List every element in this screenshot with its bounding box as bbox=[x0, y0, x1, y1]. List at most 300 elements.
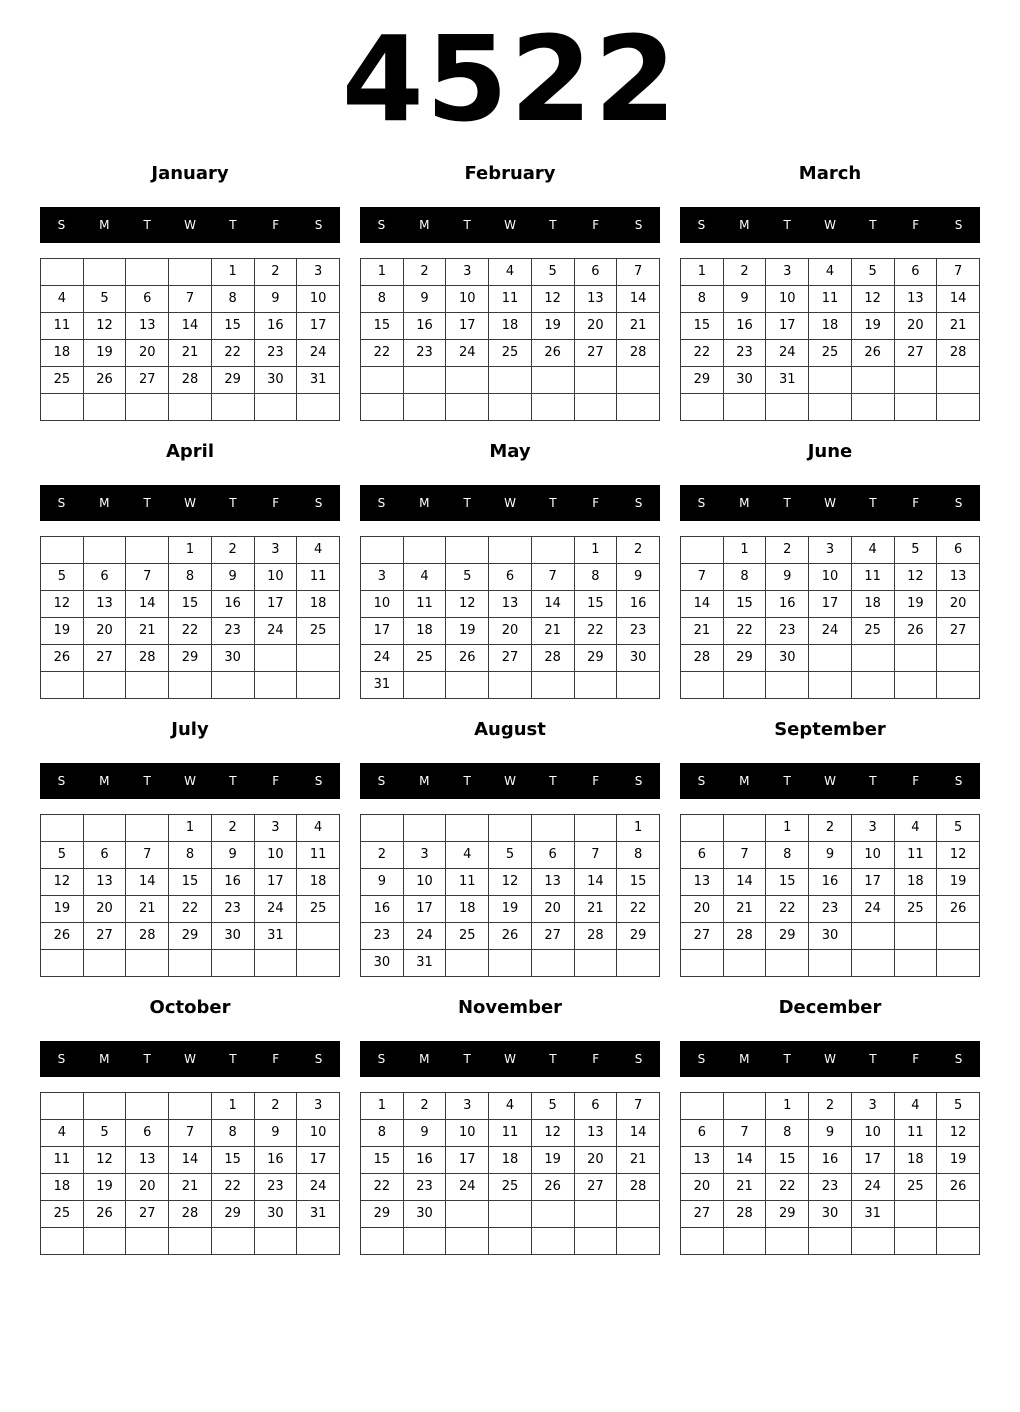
week-row bbox=[361, 869, 660, 896]
day-cell bbox=[766, 672, 809, 699]
day-cell: 24 bbox=[809, 618, 852, 645]
day-cell bbox=[254, 645, 297, 672]
day-cell: 3 bbox=[297, 1093, 340, 1120]
day-cell: 11 bbox=[297, 564, 340, 591]
weekday-label: S bbox=[634, 218, 643, 232]
day-cell: 9 bbox=[254, 1120, 297, 1147]
day-cell bbox=[361, 537, 404, 564]
weekday-label: T bbox=[549, 774, 557, 788]
weekday-label: S bbox=[634, 774, 643, 788]
month-name: February bbox=[464, 163, 556, 184]
weekday-label: S bbox=[57, 774, 66, 788]
week-row bbox=[681, 1228, 980, 1255]
weekday-label: T bbox=[463, 1052, 471, 1066]
day-cell: 25 bbox=[41, 367, 84, 394]
day-cell: 10 bbox=[446, 286, 489, 313]
day-cell: 1 bbox=[681, 259, 724, 286]
day-cell: 28 bbox=[937, 340, 980, 367]
day-cell: 26 bbox=[937, 1174, 980, 1201]
day-cell: 16 bbox=[211, 591, 254, 618]
weekday-label: F bbox=[272, 774, 280, 788]
weekday-header bbox=[680, 1041, 980, 1077]
day-cell: 1 bbox=[211, 1093, 254, 1120]
day-cell bbox=[126, 259, 169, 286]
day-cell bbox=[169, 672, 212, 699]
weekday-label: T bbox=[869, 218, 877, 232]
day-cell: 5 bbox=[41, 564, 84, 591]
day-cell: 29 bbox=[681, 367, 724, 394]
weekday-label: W bbox=[504, 774, 516, 788]
day-cell: 23 bbox=[809, 1174, 852, 1201]
day-cell: 13 bbox=[489, 591, 532, 618]
day-cell: 5 bbox=[41, 842, 84, 869]
day-cell: 22 bbox=[169, 896, 212, 923]
week-row bbox=[41, 591, 340, 618]
day-cell bbox=[851, 645, 894, 672]
week-row bbox=[681, 340, 980, 367]
day-cell bbox=[403, 367, 446, 394]
day-cell bbox=[41, 1228, 84, 1255]
day-cell bbox=[489, 1228, 532, 1255]
weekday-label: M bbox=[419, 1052, 430, 1066]
day-cell: 6 bbox=[681, 1120, 724, 1147]
week-row bbox=[681, 618, 980, 645]
week-row bbox=[361, 618, 660, 645]
day-cell: 18 bbox=[41, 1174, 84, 1201]
weekday-label: T bbox=[143, 496, 151, 510]
day-cell bbox=[169, 1228, 212, 1255]
day-cell: 21 bbox=[169, 340, 212, 367]
week-row bbox=[361, 1174, 660, 1201]
day-cell: 28 bbox=[681, 645, 724, 672]
week-row bbox=[361, 340, 660, 367]
day-cell bbox=[297, 923, 340, 950]
day-cell bbox=[361, 394, 404, 421]
day-cell bbox=[169, 950, 212, 977]
day-cell: 3 bbox=[446, 259, 489, 286]
day-cell bbox=[617, 950, 660, 977]
days-grid bbox=[40, 258, 340, 421]
day-cell: 28 bbox=[126, 923, 169, 950]
day-cell: 17 bbox=[361, 618, 404, 645]
day-cell bbox=[574, 1201, 617, 1228]
day-cell: 19 bbox=[894, 591, 937, 618]
day-cell: 3 bbox=[403, 842, 446, 869]
day-cell: 19 bbox=[489, 896, 532, 923]
day-cell: 3 bbox=[297, 259, 340, 286]
weekday-label: F bbox=[592, 774, 600, 788]
week-row bbox=[681, 564, 980, 591]
day-cell: 22 bbox=[361, 340, 404, 367]
day-cell: 18 bbox=[851, 591, 894, 618]
day-cell: 17 bbox=[851, 1147, 894, 1174]
day-cell: 25 bbox=[809, 340, 852, 367]
day-cell: 24 bbox=[403, 923, 446, 950]
day-cell: 21 bbox=[574, 896, 617, 923]
week-row bbox=[681, 394, 980, 421]
year-title: 4522 bbox=[341, 10, 679, 148]
weekday-label: T bbox=[143, 774, 151, 788]
day-cell: 14 bbox=[723, 869, 766, 896]
day-cell: 14 bbox=[126, 869, 169, 896]
day-cell: 1 bbox=[169, 537, 212, 564]
day-cell bbox=[41, 537, 84, 564]
day-cell: 19 bbox=[851, 313, 894, 340]
weekday-label: S bbox=[57, 496, 66, 510]
week-row bbox=[361, 815, 660, 842]
day-cell: 12 bbox=[41, 869, 84, 896]
day-cell: 1 bbox=[169, 815, 212, 842]
day-cell: 2 bbox=[254, 259, 297, 286]
day-cell: 12 bbox=[937, 1120, 980, 1147]
day-cell: 19 bbox=[531, 313, 574, 340]
day-cell bbox=[574, 367, 617, 394]
day-cell: 25 bbox=[894, 896, 937, 923]
day-cell: 3 bbox=[254, 537, 297, 564]
day-cell: 23 bbox=[766, 618, 809, 645]
weekday-label: S bbox=[697, 496, 706, 510]
week-row bbox=[361, 896, 660, 923]
day-cell: 18 bbox=[809, 313, 852, 340]
day-cell: 13 bbox=[574, 1120, 617, 1147]
week-row bbox=[361, 672, 660, 699]
day-cell: 27 bbox=[681, 1201, 724, 1228]
day-cell: 26 bbox=[937, 896, 980, 923]
day-cell: 2 bbox=[809, 815, 852, 842]
weekday-header bbox=[680, 485, 980, 521]
day-cell: 16 bbox=[403, 1147, 446, 1174]
day-cell: 11 bbox=[41, 313, 84, 340]
week-row bbox=[361, 537, 660, 564]
month-name: May bbox=[489, 441, 531, 462]
weekday-label: M bbox=[739, 774, 750, 788]
day-cell bbox=[617, 394, 660, 421]
day-cell: 24 bbox=[766, 340, 809, 367]
day-cell: 1 bbox=[574, 537, 617, 564]
day-cell bbox=[489, 367, 532, 394]
day-cell: 19 bbox=[41, 896, 84, 923]
day-cell: 19 bbox=[83, 340, 126, 367]
day-cell: 4 bbox=[446, 842, 489, 869]
month-name: July bbox=[171, 719, 209, 740]
day-cell: 13 bbox=[126, 313, 169, 340]
weekday-label: M bbox=[419, 774, 430, 788]
day-cell: 21 bbox=[126, 618, 169, 645]
weekday-label: S bbox=[634, 1052, 643, 1066]
day-cell: 18 bbox=[489, 313, 532, 340]
day-cell bbox=[937, 1201, 980, 1228]
day-cell bbox=[531, 537, 574, 564]
day-cell bbox=[211, 1228, 254, 1255]
week-row bbox=[681, 923, 980, 950]
day-cell: 17 bbox=[403, 896, 446, 923]
week-row bbox=[681, 869, 980, 896]
day-cell: 2 bbox=[254, 1093, 297, 1120]
day-cell: 14 bbox=[574, 869, 617, 896]
week-row bbox=[681, 815, 980, 842]
day-cell: 29 bbox=[617, 923, 660, 950]
day-cell: 4 bbox=[297, 815, 340, 842]
weekday-label: M bbox=[99, 496, 110, 510]
day-cell: 10 bbox=[446, 1120, 489, 1147]
day-cell: 6 bbox=[126, 286, 169, 313]
day-cell: 4 bbox=[894, 815, 937, 842]
day-cell: 13 bbox=[531, 869, 574, 896]
weekday-label: M bbox=[739, 1052, 750, 1066]
day-cell: 13 bbox=[937, 564, 980, 591]
day-cell: 15 bbox=[211, 1147, 254, 1174]
day-cell: 12 bbox=[489, 869, 532, 896]
day-cell: 20 bbox=[574, 313, 617, 340]
weekday-label: T bbox=[463, 774, 471, 788]
day-cell bbox=[851, 923, 894, 950]
day-cell bbox=[851, 367, 894, 394]
day-cell bbox=[83, 394, 126, 421]
day-cell: 28 bbox=[617, 1174, 660, 1201]
day-cell: 4 bbox=[489, 1093, 532, 1120]
day-cell bbox=[617, 367, 660, 394]
day-cell: 23 bbox=[723, 340, 766, 367]
day-cell: 5 bbox=[531, 1093, 574, 1120]
weekday-label: W bbox=[184, 218, 196, 232]
day-cell: 22 bbox=[574, 618, 617, 645]
day-cell bbox=[937, 645, 980, 672]
month-name: January bbox=[151, 163, 229, 184]
day-cell: 10 bbox=[297, 1120, 340, 1147]
day-cell: 21 bbox=[937, 313, 980, 340]
day-cell: 1 bbox=[766, 815, 809, 842]
weekday-label: M bbox=[99, 774, 110, 788]
weekday-label: W bbox=[504, 1052, 516, 1066]
week-row bbox=[361, 591, 660, 618]
day-cell bbox=[403, 394, 446, 421]
day-cell: 12 bbox=[83, 1147, 126, 1174]
weekday-header bbox=[360, 763, 660, 799]
weekday-label: S bbox=[697, 218, 706, 232]
day-cell bbox=[574, 394, 617, 421]
day-cell: 25 bbox=[403, 645, 446, 672]
day-cell bbox=[531, 950, 574, 977]
day-cell bbox=[361, 815, 404, 842]
week-row bbox=[681, 367, 980, 394]
day-cell bbox=[41, 1093, 84, 1120]
week-row bbox=[361, 313, 660, 340]
day-cell: 25 bbox=[489, 340, 532, 367]
day-cell: 18 bbox=[489, 1147, 532, 1174]
day-cell: 5 bbox=[83, 286, 126, 313]
day-cell: 8 bbox=[681, 286, 724, 313]
day-cell bbox=[937, 1228, 980, 1255]
day-cell: 21 bbox=[617, 313, 660, 340]
day-cell: 26 bbox=[83, 367, 126, 394]
day-cell: 9 bbox=[723, 286, 766, 313]
weekday-label: M bbox=[739, 496, 750, 510]
day-cell bbox=[894, 1228, 937, 1255]
day-cell: 27 bbox=[126, 367, 169, 394]
day-cell: 24 bbox=[297, 1174, 340, 1201]
day-cell: 29 bbox=[211, 367, 254, 394]
day-cell: 28 bbox=[169, 367, 212, 394]
day-cell: 3 bbox=[361, 564, 404, 591]
day-cell: 15 bbox=[766, 869, 809, 896]
day-cell: 16 bbox=[617, 591, 660, 618]
week-row bbox=[41, 618, 340, 645]
week-row bbox=[41, 313, 340, 340]
weekday-label: S bbox=[377, 1052, 386, 1066]
day-cell: 4 bbox=[489, 259, 532, 286]
day-cell: 27 bbox=[574, 340, 617, 367]
day-cell: 26 bbox=[41, 645, 84, 672]
day-cell bbox=[681, 1228, 724, 1255]
day-cell: 30 bbox=[809, 1201, 852, 1228]
day-cell: 16 bbox=[211, 869, 254, 896]
days-grid bbox=[680, 536, 980, 699]
weekday-label: F bbox=[912, 774, 920, 788]
day-cell: 6 bbox=[126, 1120, 169, 1147]
day-cell: 3 bbox=[766, 259, 809, 286]
week-row bbox=[361, 645, 660, 672]
day-cell bbox=[254, 672, 297, 699]
day-cell bbox=[809, 1228, 852, 1255]
day-cell: 22 bbox=[723, 618, 766, 645]
day-cell: 8 bbox=[766, 1120, 809, 1147]
day-cell: 16 bbox=[809, 1147, 852, 1174]
day-cell: 6 bbox=[681, 842, 724, 869]
day-cell: 30 bbox=[403, 1201, 446, 1228]
day-cell: 27 bbox=[83, 923, 126, 950]
day-cell: 19 bbox=[937, 1147, 980, 1174]
day-cell: 20 bbox=[531, 896, 574, 923]
weekday-label: W bbox=[824, 218, 836, 232]
day-cell bbox=[403, 537, 446, 564]
week-row bbox=[681, 1201, 980, 1228]
day-cell: 13 bbox=[83, 591, 126, 618]
weekday-label: M bbox=[739, 218, 750, 232]
days-grid bbox=[360, 258, 660, 421]
day-cell: 13 bbox=[126, 1147, 169, 1174]
week-row bbox=[681, 1093, 980, 1120]
day-cell: 22 bbox=[766, 1174, 809, 1201]
day-cell: 27 bbox=[574, 1174, 617, 1201]
day-cell bbox=[83, 259, 126, 286]
day-cell: 28 bbox=[574, 923, 617, 950]
day-cell: 13 bbox=[574, 286, 617, 313]
day-cell: 26 bbox=[83, 1201, 126, 1228]
weekday-label: S bbox=[57, 218, 66, 232]
day-cell bbox=[574, 950, 617, 977]
day-cell: 31 bbox=[766, 367, 809, 394]
day-cell: 15 bbox=[361, 313, 404, 340]
weekday-label: T bbox=[463, 218, 471, 232]
day-cell: 4 bbox=[41, 286, 84, 313]
day-cell: 15 bbox=[211, 313, 254, 340]
weekday-label: S bbox=[377, 496, 386, 510]
day-cell bbox=[489, 394, 532, 421]
day-cell: 28 bbox=[126, 645, 169, 672]
week-row bbox=[361, 367, 660, 394]
day-cell bbox=[851, 672, 894, 699]
week-row bbox=[41, 1174, 340, 1201]
day-cell: 2 bbox=[766, 537, 809, 564]
day-cell: 19 bbox=[41, 618, 84, 645]
day-cell: 8 bbox=[766, 842, 809, 869]
day-cell bbox=[83, 950, 126, 977]
day-cell bbox=[211, 672, 254, 699]
day-cell: 17 bbox=[297, 313, 340, 340]
month-name: November bbox=[457, 997, 563, 1018]
day-cell: 6 bbox=[894, 259, 937, 286]
day-cell: 31 bbox=[361, 672, 404, 699]
month-name: October bbox=[149, 997, 231, 1018]
days-grid bbox=[40, 814, 340, 977]
day-cell: 22 bbox=[211, 1174, 254, 1201]
day-cell: 18 bbox=[297, 869, 340, 896]
day-cell: 30 bbox=[617, 645, 660, 672]
week-row bbox=[681, 286, 980, 313]
weekday-label: M bbox=[99, 1052, 110, 1066]
day-cell bbox=[723, 1093, 766, 1120]
day-cell: 16 bbox=[403, 313, 446, 340]
day-cell: 18 bbox=[297, 591, 340, 618]
day-cell: 19 bbox=[531, 1147, 574, 1174]
day-cell: 27 bbox=[531, 923, 574, 950]
day-cell bbox=[41, 950, 84, 977]
day-cell: 6 bbox=[937, 537, 980, 564]
week-row bbox=[361, 394, 660, 421]
weekday-label: T bbox=[783, 1052, 791, 1066]
days-grid bbox=[40, 1092, 340, 1255]
day-cell: 7 bbox=[126, 564, 169, 591]
day-cell: 4 bbox=[851, 537, 894, 564]
day-cell bbox=[361, 367, 404, 394]
day-cell: 24 bbox=[446, 1174, 489, 1201]
day-cell: 3 bbox=[809, 537, 852, 564]
day-cell bbox=[126, 1093, 169, 1120]
week-row bbox=[681, 259, 980, 286]
day-cell: 31 bbox=[851, 1201, 894, 1228]
week-row bbox=[41, 842, 340, 869]
day-cell bbox=[894, 1201, 937, 1228]
day-cell: 9 bbox=[809, 842, 852, 869]
day-cell: 16 bbox=[254, 1147, 297, 1174]
day-cell bbox=[41, 815, 84, 842]
day-cell: 22 bbox=[617, 896, 660, 923]
week-row bbox=[41, 923, 340, 950]
day-cell: 20 bbox=[574, 1147, 617, 1174]
day-cell: 14 bbox=[937, 286, 980, 313]
day-cell bbox=[297, 672, 340, 699]
day-cell: 10 bbox=[766, 286, 809, 313]
day-cell: 8 bbox=[169, 564, 212, 591]
day-cell bbox=[297, 950, 340, 977]
weekday-header bbox=[680, 207, 980, 243]
weekday-label: S bbox=[697, 774, 706, 788]
weekday-label: S bbox=[377, 218, 386, 232]
weekday-label: S bbox=[314, 218, 323, 232]
weekday-label: M bbox=[419, 218, 430, 232]
day-cell bbox=[809, 672, 852, 699]
weekday-header bbox=[360, 207, 660, 243]
day-cell bbox=[617, 1228, 660, 1255]
day-cell: 2 bbox=[211, 537, 254, 564]
day-cell: 23 bbox=[254, 340, 297, 367]
day-cell: 31 bbox=[254, 923, 297, 950]
day-cell bbox=[894, 923, 937, 950]
day-cell: 27 bbox=[937, 618, 980, 645]
day-cell: 25 bbox=[489, 1174, 532, 1201]
day-cell: 1 bbox=[617, 815, 660, 842]
day-cell: 3 bbox=[254, 815, 297, 842]
